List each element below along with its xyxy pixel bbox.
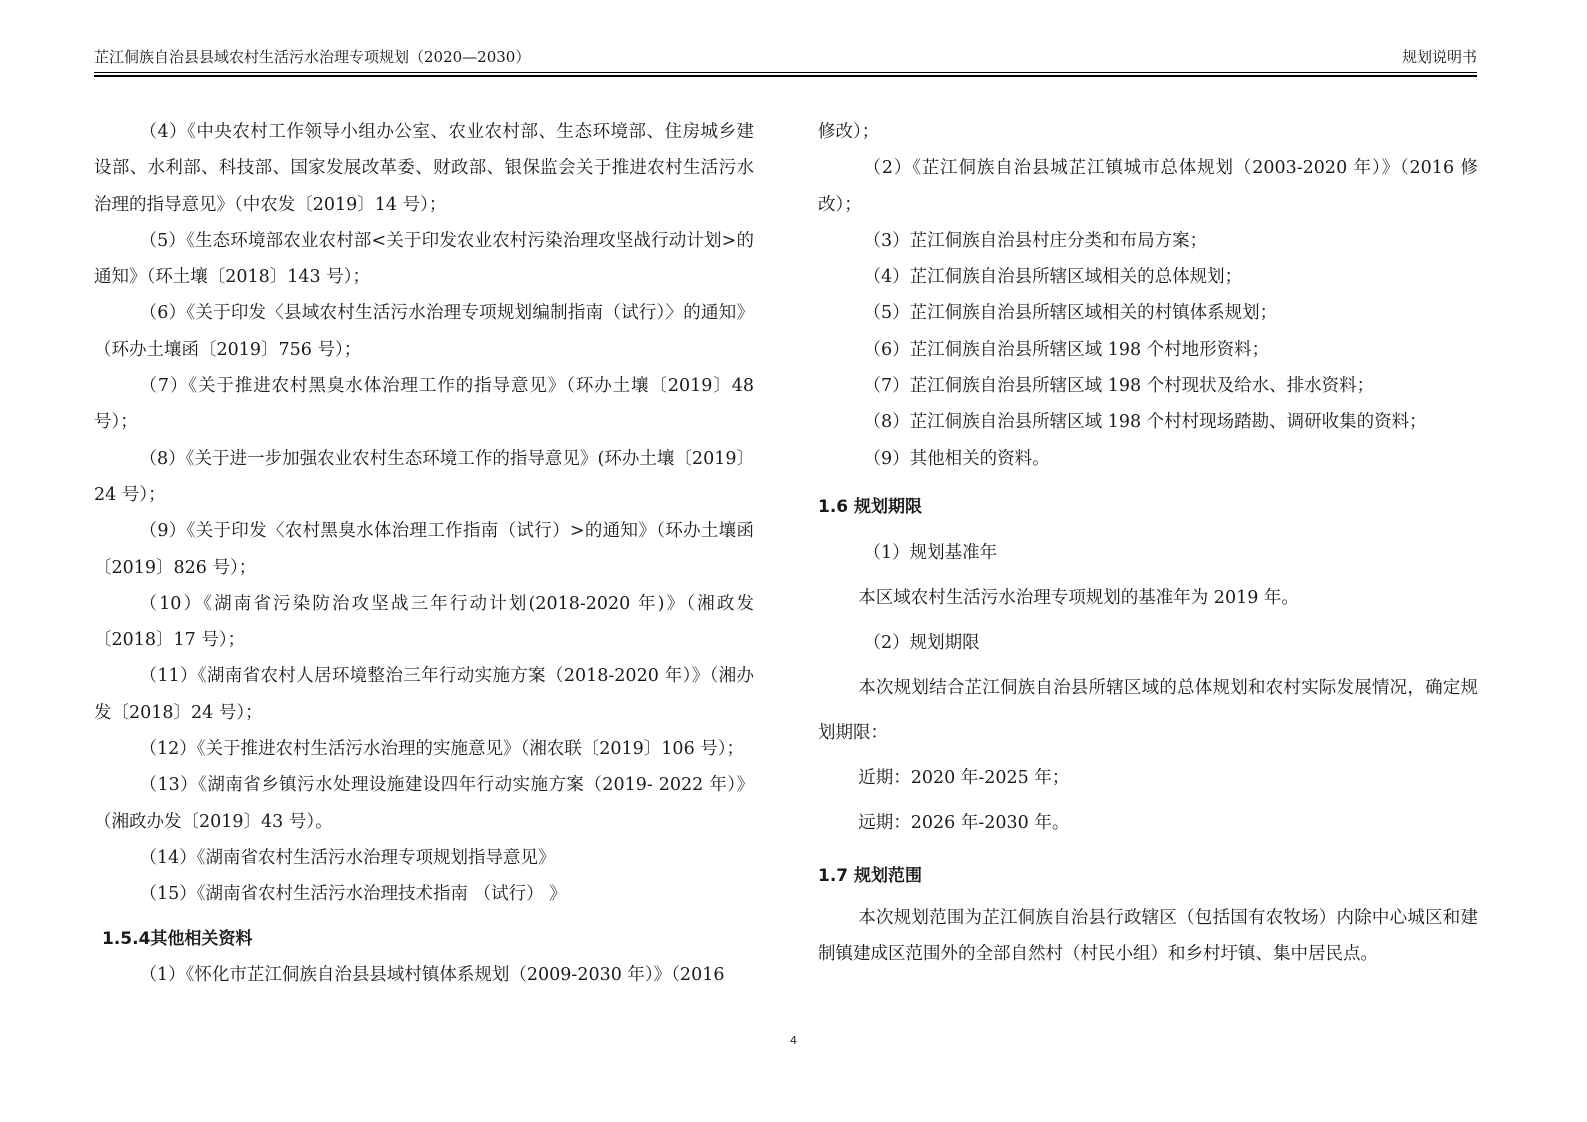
reference-item: （8）《关于进一步加强农业农村生态环境工作的指导意见》(环办土壤〔2019〕24 号）； <box>94 448 754 505</box>
period-far: 远期：2026 年-2030 年。 <box>858 812 1070 833</box>
reference-item: （4）芷江侗族自治县所辖区域相关的总体规划； <box>863 267 1243 288</box>
period-near: 近期：2020 年-2025 年； <box>858 767 1070 788</box>
section-heading-1-5-4: 1.5.4其他相关资料 <box>102 928 253 949</box>
paragraph-scope: 本次规划范围为芷江侗族自治县行政辖区（包括国有农牧场）内除中心城区和建制镇建成区范围外的全部自然村（村民小组）和乡村圩镇、集中居民点。 <box>818 907 1478 965</box>
continued-text: 修改）； <box>818 122 880 142</box>
section-heading-1-7: 1.7 规划范围 <box>818 865 923 886</box>
reference-item: （14）《湖南省农村生活污水治理专项规划指导意见》 <box>139 847 556 868</box>
header-title: 芷江侗族自治县县域农村生活污水治理专项规划（2020—2030） <box>94 48 531 66</box>
reference-item: （11）《湖南省农村人居环境整治三年行动实施方案（2018-2020 年）》（湘办发〔2018〕24 号）； <box>94 666 754 723</box>
reference-item: （9）其他相关的资料。 <box>863 448 1050 469</box>
reference-item: （7）《关于推进农村黑臭水体治理工作的指导意见》（环办土壤〔2019〕48 号）； <box>94 376 754 433</box>
reference-item: （7）芷江侗族自治县所辖区域 198 个村现状及给水、排水资料； <box>863 376 1375 397</box>
reference-item: （9）《关于印发〈农村黑臭水体治理工作指南（试行）>的通知》（环办土壤函〔2019〕826 号）； <box>94 521 754 578</box>
reference-item: （5）《生态环境部农业农村部<关于印发农业农村污染治理攻坚战行动计划>的通知》（环土壤〔2018〕143 号）； <box>94 230 754 288</box>
header-doc-type: 规划说明书 <box>1401 48 1477 66</box>
paragraph-base-year: 本区域农村生活污水治理专项规划的基准年为 2019 年。 <box>858 587 1299 608</box>
reference-item: （5）芷江侗族自治县所辖区域相关的村镇体系规划； <box>863 303 1278 324</box>
reference-item: （8）芷江侗族自治县所辖区域 198 个村村现场踏勘、调研收集的资料； <box>863 412 1427 433</box>
header-rule-thick <box>94 75 1477 77</box>
header-rule-thin <box>94 72 1477 73</box>
subheading-base-year: （1）规划基准年 <box>863 542 998 563</box>
page-number: 4 <box>790 1034 797 1047</box>
reference-item: （4）《中央农村工作领导小组办公室、农业农村部、生态环境部、住房城乡建设部、水利部、科技部、国家发展改革委、财政部、银保监会关于推进农村生活污水治理的指导意见》（中农发〔2019〕14 号）； <box>94 122 754 215</box>
subheading-period: （2）规划期限 <box>863 632 980 653</box>
reference-item: （2）《芷江侗族自治县城芷江镇城市总体规划（2003-2020 年）》（2016 修改）； <box>818 158 1478 215</box>
reference-item: （1）《怀化市芷江侗族自治县县域村镇体系规划（2009-2030 年）》（2016 <box>139 964 725 985</box>
reference-item: （10）《湖南省污染防治攻坚战三年行动计划(2018-2020 年)》（湘政发〔2018〕17 号）； <box>94 593 754 651</box>
right-column <box>818 114 1478 973</box>
page-header <box>94 44 1477 70</box>
reference-item: （6）芷江侗族自治县所辖区域 198 个村地形资料； <box>863 339 1270 360</box>
reference-item: （6）《关于印发〈县域农村生活污水治理专项规划编制指南（试行）〉的通知》（环办土壤函〔2019〕756 号）； <box>94 303 754 360</box>
left-column <box>94 114 754 993</box>
reference-item: （15）《湖南省农村生活污水治理技术指南 （试行） 》 <box>139 884 567 905</box>
reference-item: （12）《关于推进农村生活污水治理的实施意见》（湘农联〔2019〕106 号）； <box>139 739 745 760</box>
reference-item: （3）芷江侗族自治县村庄分类和布局方案； <box>863 230 1208 251</box>
reference-item: （13）《湖南省乡镇污水处理设施建设四年行动实施方案（2019- 2022 年）》（湘政办发〔2019〕43 号）。 <box>94 775 754 832</box>
section-heading-1-6: 1.6 规划期限 <box>818 496 923 517</box>
paragraph-period: 本次规划结合芷江侗族自治县所辖区域的总体规划和农村实际发展情况，确定规划期限： <box>818 677 1478 743</box>
